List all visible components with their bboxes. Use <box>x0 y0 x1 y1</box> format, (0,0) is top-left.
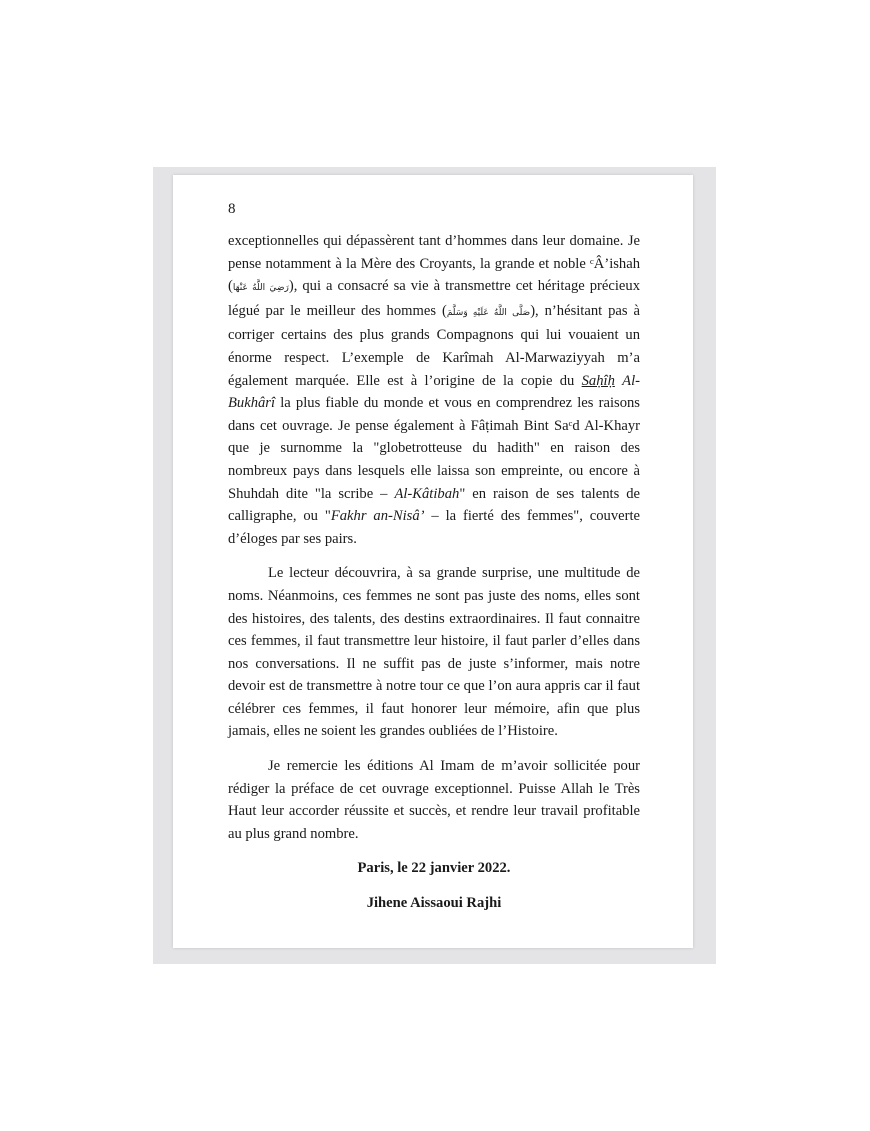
signature-author: Jihene Aissaoui Rajhi <box>366 895 502 912</box>
body-text <box>228 230 640 914</box>
text-run: – la fierté des femmes", couverte d’éloges par ses pairs. <box>228 508 640 547</box>
italic-term: Fakhr an-Nisâ’ <box>330 508 425 525</box>
arabic-honorific: رَضِيَ اللَّهُ عَنْهَا <box>232 283 289 294</box>
text-run: exceptionnelles qui dépassèrent tant d’hommes dans leur domaine. Je pense notamment à la Mère des Croyants, la grande et noble ᶜÂ’ishah ( <box>228 233 640 295</box>
italic-term: Al-Bukhârî <box>228 372 641 412</box>
text-run: ), n’hésitant pas à corriger certains des plus grands Compagnons qui lui vouaient un énorme respect. L’exemple de Karîmah Al-Marwaziyyah m’a également marquée. Elle est à l’origine de la copie du <box>228 302 640 389</box>
document-page <box>173 175 693 948</box>
paragraph <box>228 755 640 845</box>
paragraph <box>228 230 640 550</box>
text-run: " en raison de ses talents de calligraphe, ou " <box>228 485 640 525</box>
arabic-honorific: صَلَّى اللَّهُ عَلَيْهِ وَسَلَّمَ <box>446 307 531 318</box>
page-number: 8 <box>228 201 236 217</box>
text-run: Le lecteur découvrira, à sa grande surprise, une multitude de noms. Néanmoins, ces femmes ne sont pas juste des noms, elles sont des histoires, des talents, des destins extraordinaires. Il faut connaitre ces femmes, il faut transmettre leur histoire, il faut parler d’elles dans nos conversations. Il ne suffit pas de juste s’informer, mais notre devoir est de transmettre à notre tour ce que l’on aura appris car il faut célébrer ces femmes, il faut honorer leur mémoire, afin que plus jamais, elles ne soient les grandes oubliées de l’Histoire. <box>228 565 640 740</box>
italic-underlined-term: Saḥîḥ <box>581 372 615 389</box>
text-run: la plus fiable du monde et vous en comprendrez les raisons dans cet ouvrage. Je pense également à Fâṭimah Bint Saᶜd Al-Khayr que je surnomme la "globetrotteuse du hadith" en raison des nombreux pays dans lesquels elle laissa son empreinte, ou encore à Shuhdah dite "la scribe – <box>228 395 640 502</box>
signature-place-date: Paris, le 22 janvier 2022. <box>357 860 511 877</box>
italic-term: Al-Kâtibah <box>394 485 460 502</box>
text-run: Je remercie les éditions Al Imam de m’avoir sollicitée pour rédiger la préface de cet ouvrage exceptionnel. Puisse Allah le Très Haut leur accorder réussite et succès, et rendre leur travail profitable au plus grand nombre. <box>228 758 640 842</box>
text-run: ), qui a consacré sa vie à transmettre cet héritage précieux légué par le meilleur des hommes ( <box>228 278 640 319</box>
paragraph <box>228 562 640 743</box>
